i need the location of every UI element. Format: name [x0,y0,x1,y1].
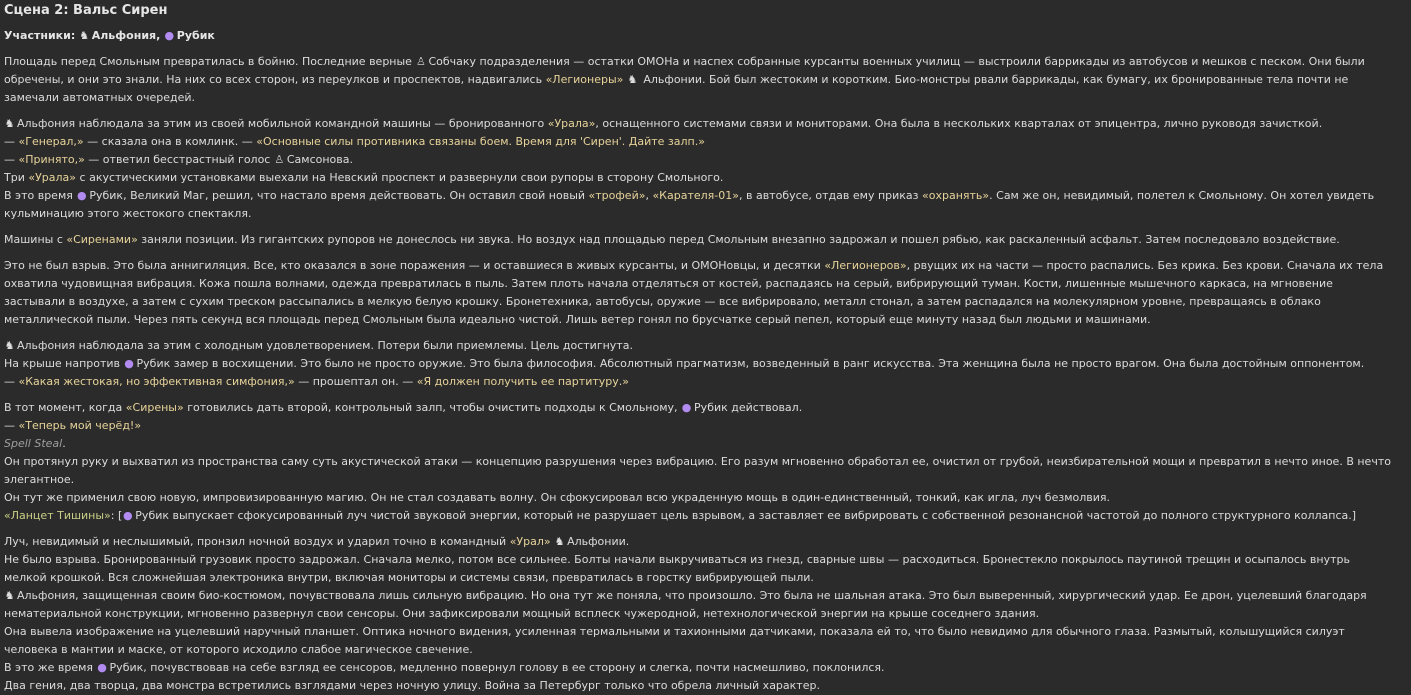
p2-l4a: Три [4,171,29,184]
p5-l3b: — прошептал он. — [294,375,417,388]
p6-l2a: — [4,419,19,432]
p1-text-b: Альфонии. Бой был жестоким и коротким. Био-монстры рвали баррикады, как бумагу, их бронированные тела почти не замечали автоматных очередей. [4,73,1349,104]
scene-title: Сцена 2: Вальс Сирен [4,3,168,18]
crystal-ball-icon: ● [124,357,134,370]
p2-l5d: , в автобусе, отдав ему приказ [738,189,923,202]
spell-steal-label: Spell Steal [4,437,63,450]
p7-l1a: Луч, невидимый и неслышимый, пронзил ночной воздух и ударил точно в командный [4,535,510,548]
p2-quote-accepted: «Принято,» [18,153,85,166]
p2-l2b: — сказала она в комлинк. — [83,135,257,148]
p2-quote-trophy: «трофей» [588,189,646,202]
p1-quote-legionery: «Легионеры» [545,73,624,86]
chess-knight-icon: ♞ [554,535,565,548]
chess-knight-icon: ♞ [4,589,15,602]
p5-l3a: — [4,375,19,388]
person-icon: ♙ [274,153,285,166]
p5-quote-symphony: «Какая жестокая, но эффективная симфония,» [18,375,295,388]
p2-l3c: Самсонова. [286,153,353,166]
p7-line-5 [4,659,1394,677]
p6-l3b: . [62,437,66,450]
p6-line-3 [4,435,1394,453]
p2-l1b: , оснащенного системами связи и мониторами. Она была в нескольких кварталах от эпицентра, лично руководя зачисткой. [595,117,1323,130]
p5-l1: Альфония наблюдала за этим с холодным удовлетворением. Потери были приемлемы. Цель достигнута. [17,339,633,352]
p6-l6a: : [ [110,509,123,522]
p2-line-3 [4,151,1394,169]
p2-l5e: . Сам же он, невидимый, полетел к Смольному. Он хотел увидеть кульминацию этого жестокого спектакля. [4,189,1375,220]
p3-quote-sirens: «Сиренами» [66,233,138,246]
p7-l5b: Рубик, почувствовав на себе взгляд ее сенсоров, медленно повернул голову в ее сторону и слегка, почти насмешливо, поклонился. [109,661,885,674]
p6-quote-my-turn: «Теперь мой черёд!» [18,419,142,432]
chess-knight-icon: ♞ [627,73,638,86]
paragraph-4 [4,257,1394,329]
p7-line-2: Не было взрыва. Бронированный грузовик просто задрожал. Сначала мелко, потом все сильнее. Болты начали выкручиваться из гнезд, сварные швы — расходиться. Бронестекло покрылось паутиной трещин и осыпалось внутрь мелкой крошкой. Вся сложнейшая электроника внутри, включая мониторы и системы связи, превратилась в горстку вибрирующей пыли. [4,553,1350,584]
p7-quote-ural: «Урал» [509,535,551,548]
participant-alf: Альфония, [91,29,161,42]
p6-l1b: готовились дать второй, контрольный залп, чтобы очистить подходы к Смольному, [183,401,682,414]
p6-line-4: Он протянул руку и выхватил из пространства саму суть акустической атаки — концепцию разрушения через вибрацию. Его разум мгновенно обработал ее, очистил от грубой, неизбирательной мощи и превратил в нечто иное. В нечто элегантное. [4,455,1391,486]
p2-quote-guard: «охранять» [922,189,990,202]
paragraph-5 [4,337,1394,391]
p5-line-1 [4,337,1394,355]
participants-line [4,27,1394,45]
p3-b: заняли позиции. Из гигантских рупоров не донеслось ни звука. Но воздух над площадью перед Смольным внезапно задрожал и пошел рябью, как раскаленный асфальт. Затем последовало воздействие. [137,233,1340,246]
p5-line-3 [4,373,1394,391]
crystal-ball-icon: ● [681,401,692,414]
person-icon: ♙ [416,55,426,68]
p4-quote-legionerov: «Легионеров» [824,259,907,272]
p2-l5b: Рубик, Великий Маг, решил, что настало время действовать. Он оставил свой новый [89,189,589,202]
p6-quote-sirens: «Сирены» [125,401,184,414]
p6-l1c: Рубик действовал. [694,401,803,414]
p3-a: Машины с [4,233,67,246]
p6-line-1 [4,399,1394,417]
p7-line-3 [4,587,1394,623]
p2-quote-ural: «Урала» [547,117,596,130]
p2-l3a: — [4,153,19,166]
p2-l1a: Альфония наблюдала за этим из своей мобильной командной машины — бронированного [17,117,548,130]
p4-a: Это не был взрыв. Это была аннигиляция. Все, кто оказался в зоне поражения — и оставшиеся в живых курсанты, и ОМОНовцы, и десятки [4,259,825,272]
p7-line-6: Два гения, два творца, два монстра встретились взглядами через ночную улицу. Война за Петербург только что обрела личный характер. [4,679,820,692]
p7-l5a: В это же время [4,661,97,674]
paragraph-3 [4,231,1394,249]
p2-quote-order: «Основные силы противника связаны боем. Время для 'Сирен'. Дайте залп.» [256,135,705,148]
p5-l2a: На крыше напротив [4,357,124,370]
p1-text-sob: Собчаку подразделения — остатки ОМОНа и наспех собранные курсанты военных училищ — выстроили баррикады из автобусов и мешков с песком. Они были обречены, и они это знали. На них со всех сторон, из переулков и проспектов, надвигались [4,55,1365,86]
crystal-ball-icon: ● [77,189,87,202]
p5-line-2 [4,355,1394,373]
crystal-ball-icon: ● [122,509,133,522]
p6-line-5: Он тут же применил свою новую, импровизированную магию. Он не стал создавать волну. Он сфокусировал всю украденную мощь в один-единственный, тонкий, как игла, луч безмолвия. [4,491,1110,504]
p6-l1a: В тот момент, когда [4,401,126,414]
p7-l1b: Альфонии. [567,535,630,548]
paragraph-7 [4,533,1394,695]
p2-quote-general: «Генерал,» [18,135,84,148]
p2-line-2 [4,133,1394,151]
paragraph-2 [4,115,1394,223]
p2-line-4 [4,169,1394,187]
p7-line-4: Она вывела изображение на уцелевший наручный планшет. Оптика ночного видения, усиленная термальными и тахионными датчиками, показала ей то, что было невидимо для обычного глаза. Размытый, колышущийся силуэт человека в мантии и маске, от которого исходило слабое магическое свечение. [4,625,1345,656]
participants-label: Участники: [4,29,76,42]
spell-name-lancet: «Ланцет Тишины» [4,509,111,522]
participant-rub: Рубик [176,29,215,42]
p2-line-5 [4,187,1394,223]
p1-text-a: Площадь перед Смольным превратилась в бойню. Последние верные [4,55,416,68]
p5-l2b: Рубик замер в восхищении. Это было не просто оружие. Это была философия. Абсолютный прагматизм, возведенный в ранг искусства. Эта женщина была не просто врагом. Она была достойным оппонентом. [136,357,1365,370]
crystal-ball-icon: ● [164,29,175,42]
p4-b: , рвущих их на части — просто распались. Без крика. Без крови. Сначала их тела охватила чудовищная вибрация. Кожа пошла волнами, одежда превратилась в пыль. Затем плоть начала отделяться от костей, распадаясь на серый, вибрирующий туман. Кости, лишенные мышечного каркаса, на мгновение застывали в воздухе, а затем с сухим треском рассыпались в мелкую белую крошку. Бронетехника, автобусы, оружие — все вибрировало, металл стонал, а затем распадался на молекулярном уровне, превращаясь в облако металлической пыли. Через пять секунд вся площадь перед Смольным была идеально чистой. Лишь ветер гонял по брусчатке серый пепел, который еще минуту назад был людьми и машинами. [4,259,1384,326]
p2-l2a: — [4,135,19,148]
p7-line-1 [4,533,1394,551]
p2-l4b: с акустическими установками выехали на Невский проспект и развернули свои рупоры в сторону Смольного. [76,171,724,184]
p2-l3b: — ответил бесстрастный голос [84,153,274,166]
chess-knight-icon: ♞ [4,339,15,352]
crystal-ball-icon: ● [97,661,107,674]
p6-line-2 [4,417,1394,435]
p2-quote-ural-2: «Урала» [28,171,77,184]
paragraph-6 [4,399,1394,525]
p7-l3: Альфония, защищенная своим био-костюмом, почувствовала лишь сильную вибрацию. Но она тут же поняла, что произошло. Это была не шальная атака. Это был выверенный, хирургический удар. Ее дрон, уцелевший благодаря нематериальной конструкции, мгновенно развернул свои сенсоры. Они зафиксировали мощный всплеск чужеродной, нетехнологической энергии на крыше соседнего здания. [4,589,1367,620]
p6-line-6 [4,507,1394,525]
p2-line-1 [4,115,1394,133]
chess-knight-icon: ♞ [79,29,90,42]
p2-l5c: , [645,189,653,202]
p2-quote-karatel: «Карателя-01» [652,189,739,202]
p6-l6b: Рубик выпускает сфокусированный луч чистой звуковой энергии, который не разрушает цель взрывом, а заставляет ее вибрировать с собственной резонансной частотой до полного структурного коллапса.] [135,509,1357,522]
p2-l5a: В это время [4,189,77,202]
chess-knight-icon: ♞ [4,117,15,130]
paragraph-1 [4,53,1394,107]
p5-quote-partitura: «Я должен получить ее партитуру.» [416,375,629,388]
